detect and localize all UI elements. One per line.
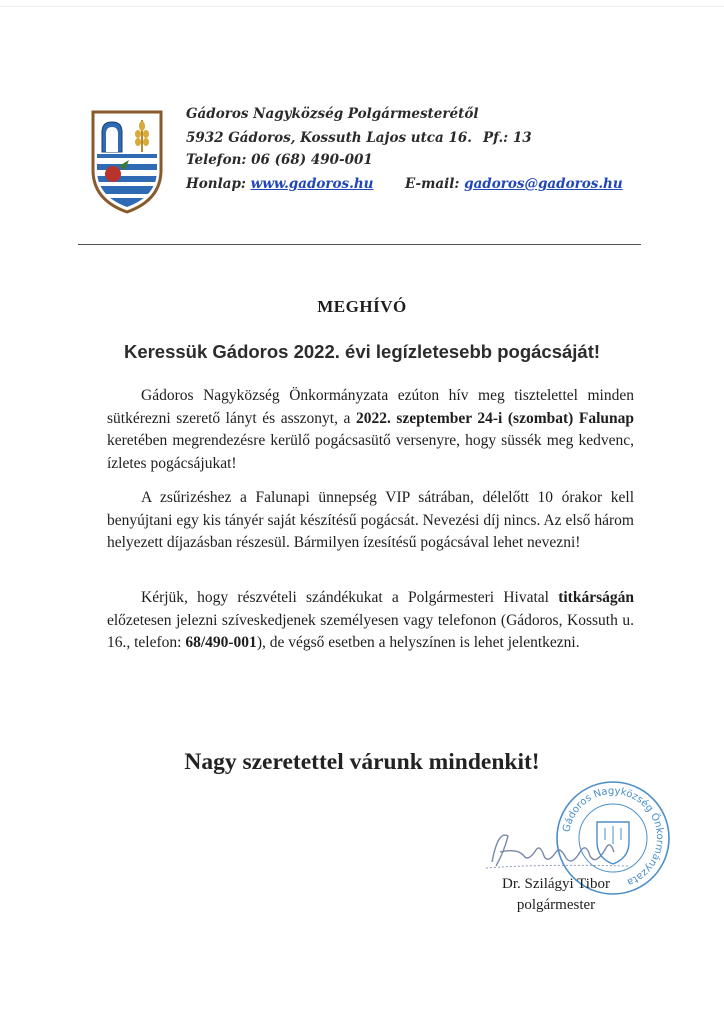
p3-text-end: ), de végső esetben a helyszínen is lehet jelentkezni.	[256, 634, 580, 651]
p3-phone-emphasis: 68/490-001	[185, 634, 257, 651]
document-subtitle: Keressük Gádoros 2022. évi legízletesebb pogácsáját!	[123, 341, 601, 362]
letterhead-org: Gádoros Nagyközség Polgármesterétől	[186, 106, 479, 122]
p1-text: Gádoros Nagyközség Önkormányzata ezúton hív meg tisztelettel minden sütkérezni szerető lányt és asszonyt, a	[107, 387, 634, 427]
letterhead-pobox: Pf.: 13	[483, 130, 532, 146]
p3-text: Kérjük, hogy részvételi szándékukat a Polgármesteri Hivatal	[141, 589, 559, 606]
page-top-edge	[0, 6, 724, 7]
coat-of-arms-logo	[89, 108, 165, 214]
p3-text-mid: előzetesen jelezni szíveskedjenek személyesen vagy telefonon (Gádoros, Kossuth u. 16., telefon:	[107, 611, 634, 651]
letterhead-phone: Telefon: 06 (68) 490-001	[186, 152, 373, 168]
stamp-text: Gádoros Nagyközség Önkormányzata	[561, 785, 666, 888]
signer-name: Dr. Szilágyi Tibor	[502, 876, 610, 892]
letterhead-email-row	[405, 176, 623, 192]
paragraph-invitation	[107, 385, 634, 475]
email-label: E-mail:	[405, 176, 460, 192]
web-label: Honlap:	[186, 176, 246, 192]
closing-line: Nagy szeretettel várunk mindenkit!	[184, 749, 540, 775]
header-divider	[78, 244, 641, 245]
letterhead-address: 5932 Gádoros, Kossuth Lajos utca 16.	[186, 130, 472, 146]
p1-text-end: keretében megrendezésre kerülő pogácsasütő versenyre, hogy süssék meg kedvenc, ízletes pogácsájukat!	[107, 432, 634, 472]
p3-office-emphasis: titkárságán	[558, 589, 634, 606]
signer-title: polgármester	[516, 897, 596, 913]
website-link[interactable]: www.gadoros.hu	[250, 176, 374, 192]
p2-text: A zsűrizéshez a Falunapi ünnepség VIP sátrában, délelőtt 10 órakor kell benyújtani egy kis tányér saját készítésű pogácsát. Nevezési díj nincs. Az első három helyezett díjazásban részesül. Bármilyen ízesítésű pogácsával lehet nevezni!	[107, 489, 634, 551]
letterhead-web-row	[186, 176, 373, 192]
paragraph-registration	[107, 587, 634, 655]
paragraph-rules	[107, 487, 634, 555]
p1-date-emphasis: 2022. szeptember 24-i (szombat) Falunap	[355, 409, 635, 427]
signer-block	[466, 874, 646, 916]
document-title: MEGHÍVÓ	[317, 297, 407, 316]
email-link[interactable]: gadoros@gadoros.hu	[464, 176, 623, 192]
